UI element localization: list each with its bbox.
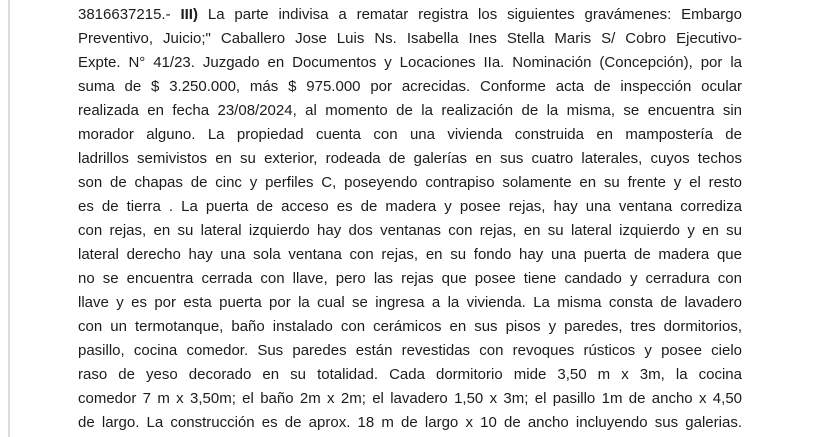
text-line: realizada en fecha 23/08/2024, al momento de la realización de la misma, se encuentra sin <box>78 102 742 119</box>
text-run: 3816637215.- <box>78 6 181 23</box>
text-line: son de chapas de cinc y perfiles C, poseyendo contrapiso solamente en su frente y el resto <box>78 174 742 191</box>
text-line: lateral derecho hay una sola ventana con rejas, en su fondo hay una puerta de madera que <box>78 246 742 263</box>
text-line: Preventivo, Juicio;" Caballero Jose Luis Ns. Isabella Ines Stella Maris S/ Cobro Ejecutivo- <box>78 30 742 47</box>
text-line <box>78 3 742 27</box>
text-line: no se encuentra cerrada con llave, pero las rejas que posee tiene candado y cerradura con <box>78 270 742 287</box>
text-run: La parte indivisa a rematar registra los siguientes gravámenes: Embargo <box>197 6 742 23</box>
section-marker-bold: III) <box>180 6 198 23</box>
text-line: Expte. N° 41/23. Juzgado en Documentos y Locaciones IIa. Nominación (Concepción), por la <box>78 54 742 71</box>
auction-notice-text <box>78 3 742 435</box>
text-line: es de tierra . La puerta de acceso es de madera y posee rejas, hay una ventana corrediza <box>78 198 742 215</box>
text-line: morador alguno. La propiedad cuenta con una vivienda construida en mampostería de <box>78 126 742 143</box>
text-line: llave y es por esta puerta por la cual se ingresa a la vivienda. La misma consta de lavadero <box>78 294 742 311</box>
text-line: de largo. La construcción es de aprox. 18 m de largo x 10 de ancho incluyendo sus galerias. <box>78 414 742 431</box>
page-edge-line <box>8 0 10 437</box>
text-line: con rejas, en su lateral izquierdo hay dos ventanas con rejas, en su lateral izquierdo y en su <box>78 222 742 239</box>
text-line: ladrillos semivistos en su exterior, rodeada de galerías en sus cuatro laterales, cuyos techos <box>78 150 742 167</box>
text-line: pasillo, cocina comedor. Sus paredes están revestidas con revoques rústicos y posee cielo <box>78 342 742 359</box>
text-line: comedor 7 m x 3,50m; el baño 2m x 2m; el lavadero 1,50 x 3m; el pasillo 1m de ancho x 4,50 <box>78 390 742 407</box>
text-line: suma de $ 3.250.000, más $ 975.000 por acrecidas. Conforme acta de inspección ocular <box>78 78 742 95</box>
text-line: raso de yeso decorado en su totalidad. Cada dormitorio mide 3,50 m x 3m, la cocina <box>78 366 742 383</box>
text-line: con un termotanque, baño instalado con cerámicos en sus pisos y paredes, tres dormitorios, <box>78 318 742 335</box>
